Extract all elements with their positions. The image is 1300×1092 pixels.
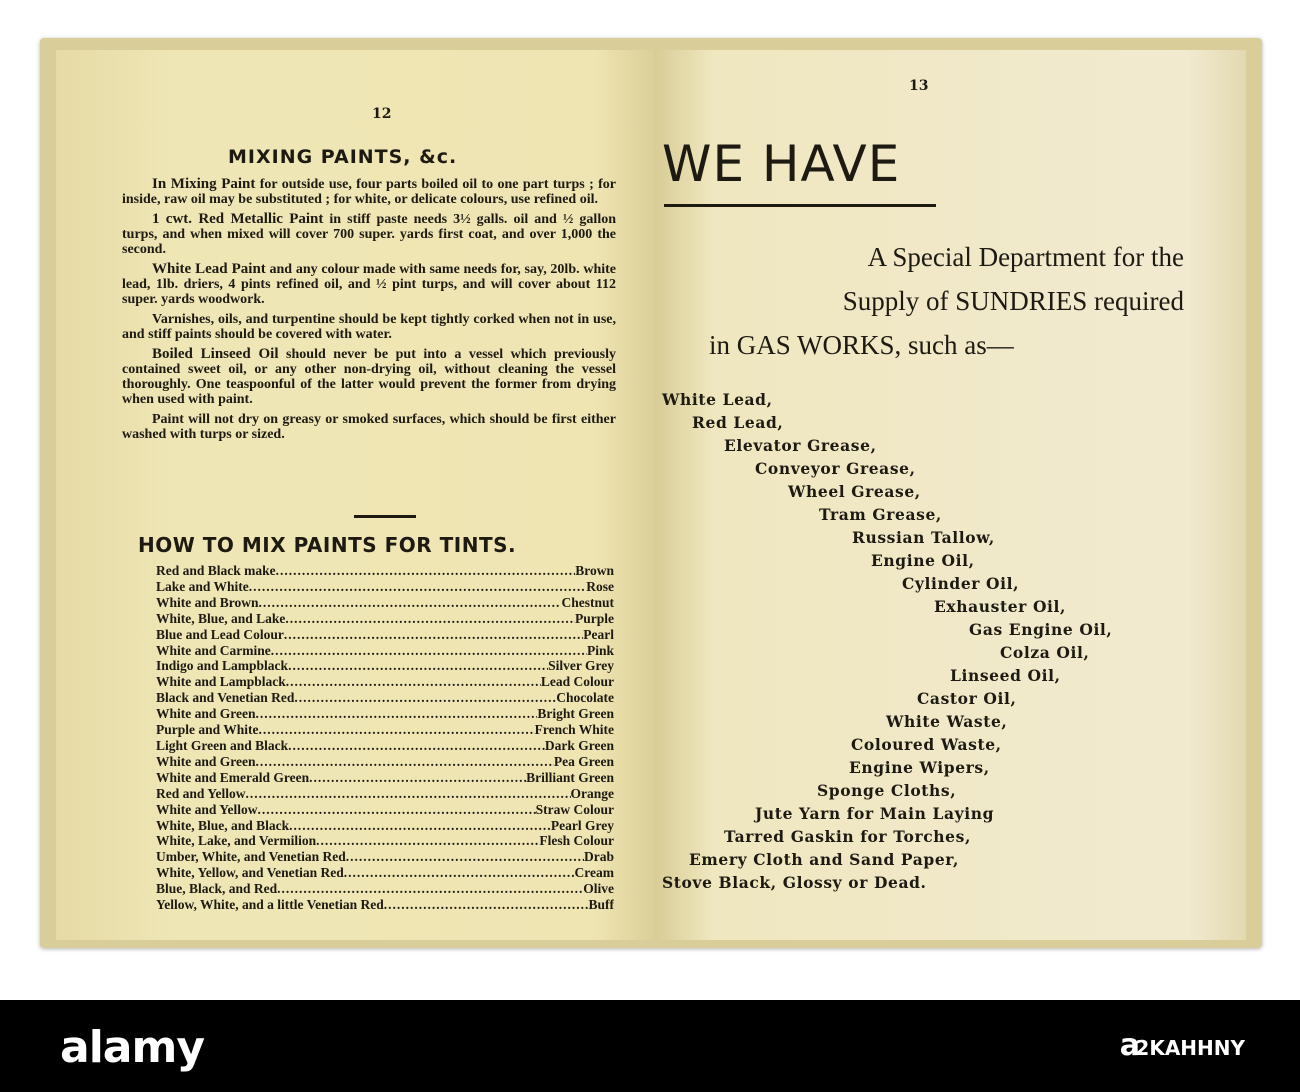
tint-row <box>156 722 614 738</box>
paragraph-text: in stiff paste needs 3½ galls. oil and ½ gallon turps, and when mixed will cover 700 super. yards first coat, and over 1,000 the second. <box>122 212 616 257</box>
tints-heading: HOW TO MIX PAINTS FOR TINTS. <box>138 533 517 557</box>
tint-row <box>156 865 614 881</box>
leader-dots <box>277 881 583 897</box>
tint-mix: White and Emerald Green <box>156 769 310 785</box>
tint-mix: Lake and White <box>156 578 249 594</box>
tint-result: Buff <box>588 897 614 913</box>
paragraph <box>122 262 616 307</box>
tint-mix: Yellow, White, and a little Venetian Red <box>156 897 384 913</box>
tint-mix: White and Green <box>156 706 256 722</box>
paragraph-text: for outside use, four parts boiled oil to one part turps ; for inside, raw oil may be substituted ; for white, or delicate colours, use refined oil. <box>122 177 617 207</box>
tint-result: Drab <box>584 849 614 865</box>
leader-dots <box>289 818 551 834</box>
tint-row <box>156 706 614 722</box>
tint-mix: Red and Black make <box>156 563 276 578</box>
leader-dots <box>346 849 584 865</box>
tint-mix: Umber, White, and Venetian Red <box>156 849 346 865</box>
paragraph <box>122 212 616 257</box>
sundry-item: Jute Yarn for Main Laying <box>755 804 995 823</box>
leader-dots <box>316 833 539 849</box>
image-code: 2KAHHNY <box>1135 1036 1245 1060</box>
tint-row <box>156 627 614 643</box>
tint-row <box>156 611 614 627</box>
tint-row <box>156 643 614 659</box>
open-book <box>40 38 1262 948</box>
tint-result: Orange <box>570 785 614 801</box>
paragraph-lead: Boiled Linseed Oil <box>152 346 279 362</box>
paragraph <box>122 412 616 442</box>
tint-result: Chocolate <box>556 690 614 706</box>
sundry-item: Colza Oil, <box>1000 643 1090 662</box>
leader-dots <box>286 674 541 690</box>
intro-line-3: in GAS WORKS, such as— <box>709 330 1014 360</box>
tint-row <box>156 786 614 802</box>
right-page <box>654 50 1246 940</box>
alamy-logo: alamy <box>60 1022 204 1073</box>
sundry-item: Sponge Cloths, <box>817 781 957 800</box>
leader-dots <box>276 563 576 579</box>
tint-row <box>156 738 614 754</box>
sundry-item: Tarred Gaskin for Torches, <box>724 827 971 846</box>
tint-row <box>156 833 614 849</box>
sundry-item: Coloured Waste, <box>851 735 1002 754</box>
leader-dots <box>259 595 562 611</box>
body-text <box>122 177 616 447</box>
paragraph-lead: White Lead Paint <box>152 261 266 277</box>
page-number: 13 <box>909 78 929 94</box>
leader-dots <box>246 786 571 802</box>
tint-result: Rose <box>586 578 614 594</box>
paragraph <box>122 177 616 207</box>
sundry-item: Linseed Oil, <box>950 666 1061 685</box>
tint-mix: Blue, Black, and Red <box>156 881 278 897</box>
tint-result: French White <box>534 722 614 738</box>
sundry-item: Exhauster Oil, <box>934 597 1067 616</box>
sundry-item: Stove Black, Glossy or Dead. <box>662 873 927 892</box>
sundry-item: Engine Oil, <box>871 551 975 570</box>
tint-result: Dark Green <box>544 737 614 753</box>
tint-mix: White, Yellow, and Venetian Red <box>156 865 344 881</box>
sundry-item: Red Lead, <box>692 413 784 432</box>
tint-mix: White and Lampblack <box>156 674 286 690</box>
sundry-item: White Lead, <box>662 390 773 409</box>
tint-mix: Indigo and Lampblack <box>156 658 289 674</box>
tint-row <box>156 658 614 674</box>
tint-result: Chestnut <box>561 594 614 610</box>
tint-result: Pearl Grey <box>550 817 614 833</box>
sundry-item: Gas Engine Oil, <box>969 620 1113 639</box>
intro-line-1: A Special Department for the <box>867 242 1184 272</box>
leader-dots <box>259 722 535 738</box>
sundry-item: Castor Oil, <box>917 689 1017 708</box>
tint-mix: Red and Yellow <box>156 785 246 801</box>
tint-mix: White, Lake, and Vermilion <box>156 833 317 849</box>
sundry-item: Elevator Grease, <box>724 436 877 455</box>
tint-row <box>156 897 614 913</box>
paragraph-text: should never be put into a vessel which previously contained sweet oil, or any other non-drying oil, without cleaning the vessel thoroughly. One teaspoonful of the latter would prevent the former from drying when used with paint. <box>122 347 616 407</box>
tint-mix: White and Yellow <box>156 801 258 817</box>
tint-row <box>156 881 614 897</box>
leader-dots <box>256 754 554 770</box>
leader-dots <box>288 738 545 754</box>
tint-mix: Black and Venetian Red <box>156 690 295 706</box>
divider <box>354 515 416 518</box>
tint-result: Olive <box>583 881 614 897</box>
paragraph-lead: In Mixing Paint <box>152 176 256 192</box>
tint-result: Pearl <box>583 626 614 642</box>
leader-dots <box>384 897 589 913</box>
tint-row <box>156 754 614 770</box>
tint-mix: White and Brown <box>156 594 259 610</box>
sundry-item: Emery Cloth and Sand Paper, <box>689 850 959 869</box>
watermark-bar <box>0 1000 1300 1092</box>
tint-row <box>156 563 614 579</box>
sundry-item: Russian Tallow, <box>852 528 995 547</box>
tint-row <box>156 674 614 690</box>
paragraph-text: Varnishes, oils, and turpentine should be kept tightly corked when not in use, and stiff paints should be covered with water. <box>122 312 616 342</box>
sundry-item: Engine Wipers, <box>849 758 990 777</box>
leader-dots <box>285 611 575 627</box>
leader-dots <box>288 658 548 674</box>
tint-mix: White and Green <box>156 753 256 769</box>
tint-row <box>156 579 614 595</box>
leader-dots <box>284 627 583 643</box>
paragraph <box>122 347 616 407</box>
tints-list <box>156 563 614 913</box>
leader-dots <box>258 802 536 818</box>
tint-mix: White, Blue, and Black <box>156 817 290 833</box>
tint-row <box>156 770 614 786</box>
tint-result: Brown <box>575 563 614 578</box>
sundry-item: Conveyor Grease, <box>755 459 916 478</box>
paragraph <box>122 312 616 342</box>
leader-dots <box>344 865 575 881</box>
tint-mix: White, Blue, and Lake <box>156 610 286 626</box>
tint-row <box>156 802 614 818</box>
paragraph-text: Paint will not dry on greasy or smoked surfaces, which should be first either washed with turps or sized. <box>122 412 616 442</box>
tint-mix: White and Carmine <box>156 642 271 658</box>
alamy-mark: a <box>1119 1028 1140 1063</box>
leader-dots <box>249 579 586 595</box>
sundry-item: Tram Grease, <box>819 505 942 524</box>
paragraph-text: and any colour made with same needs for, say, 20lb. white lead, 1lb. driers, 4 pints refined oil, and ½ pint turps, and will cover about 112 super. yards woodwork. <box>122 262 616 307</box>
tint-mix: Purple and White <box>156 722 259 738</box>
intro-line-2: Supply of SUNDRIES required <box>842 286 1184 316</box>
tint-mix: Light Green and Black <box>156 737 289 753</box>
section-heading: MIXING PAINTS, &c. <box>228 146 458 168</box>
page-heading: WE HAVE <box>662 135 901 193</box>
leader-dots <box>271 643 587 659</box>
left-page <box>56 50 654 940</box>
tint-result: Straw Colour <box>535 801 614 817</box>
tint-result: Purple <box>575 610 614 626</box>
page-number: 12 <box>372 106 392 122</box>
tint-result: Silver Grey <box>548 658 614 674</box>
tint-result: Lead Colour <box>540 674 614 690</box>
sundry-item: White Waste, <box>886 712 1008 731</box>
tint-result: Pink <box>586 642 614 658</box>
tint-result: Bright Green <box>537 706 614 722</box>
tint-result: Flesh Colour <box>539 833 614 849</box>
tint-row <box>156 690 614 706</box>
tint-mix: Blue and Lead Colour <box>156 626 284 642</box>
tint-row <box>156 595 614 611</box>
leader-dots <box>294 690 556 706</box>
heading-underline <box>664 204 936 207</box>
tint-result: Pea Green <box>553 753 614 769</box>
paragraph-lead: 1 cwt. Red Metallic Paint <box>152 211 324 227</box>
tint-result: Cream <box>574 865 614 881</box>
sundry-item: Cylinder Oil, <box>902 574 1020 593</box>
tint-row <box>156 818 614 834</box>
tint-result: Brilliant Green <box>526 769 614 785</box>
sundry-item: Wheel Grease, <box>788 482 921 501</box>
tint-row <box>156 849 614 865</box>
leader-dots <box>256 706 538 722</box>
leader-dots <box>309 770 526 786</box>
